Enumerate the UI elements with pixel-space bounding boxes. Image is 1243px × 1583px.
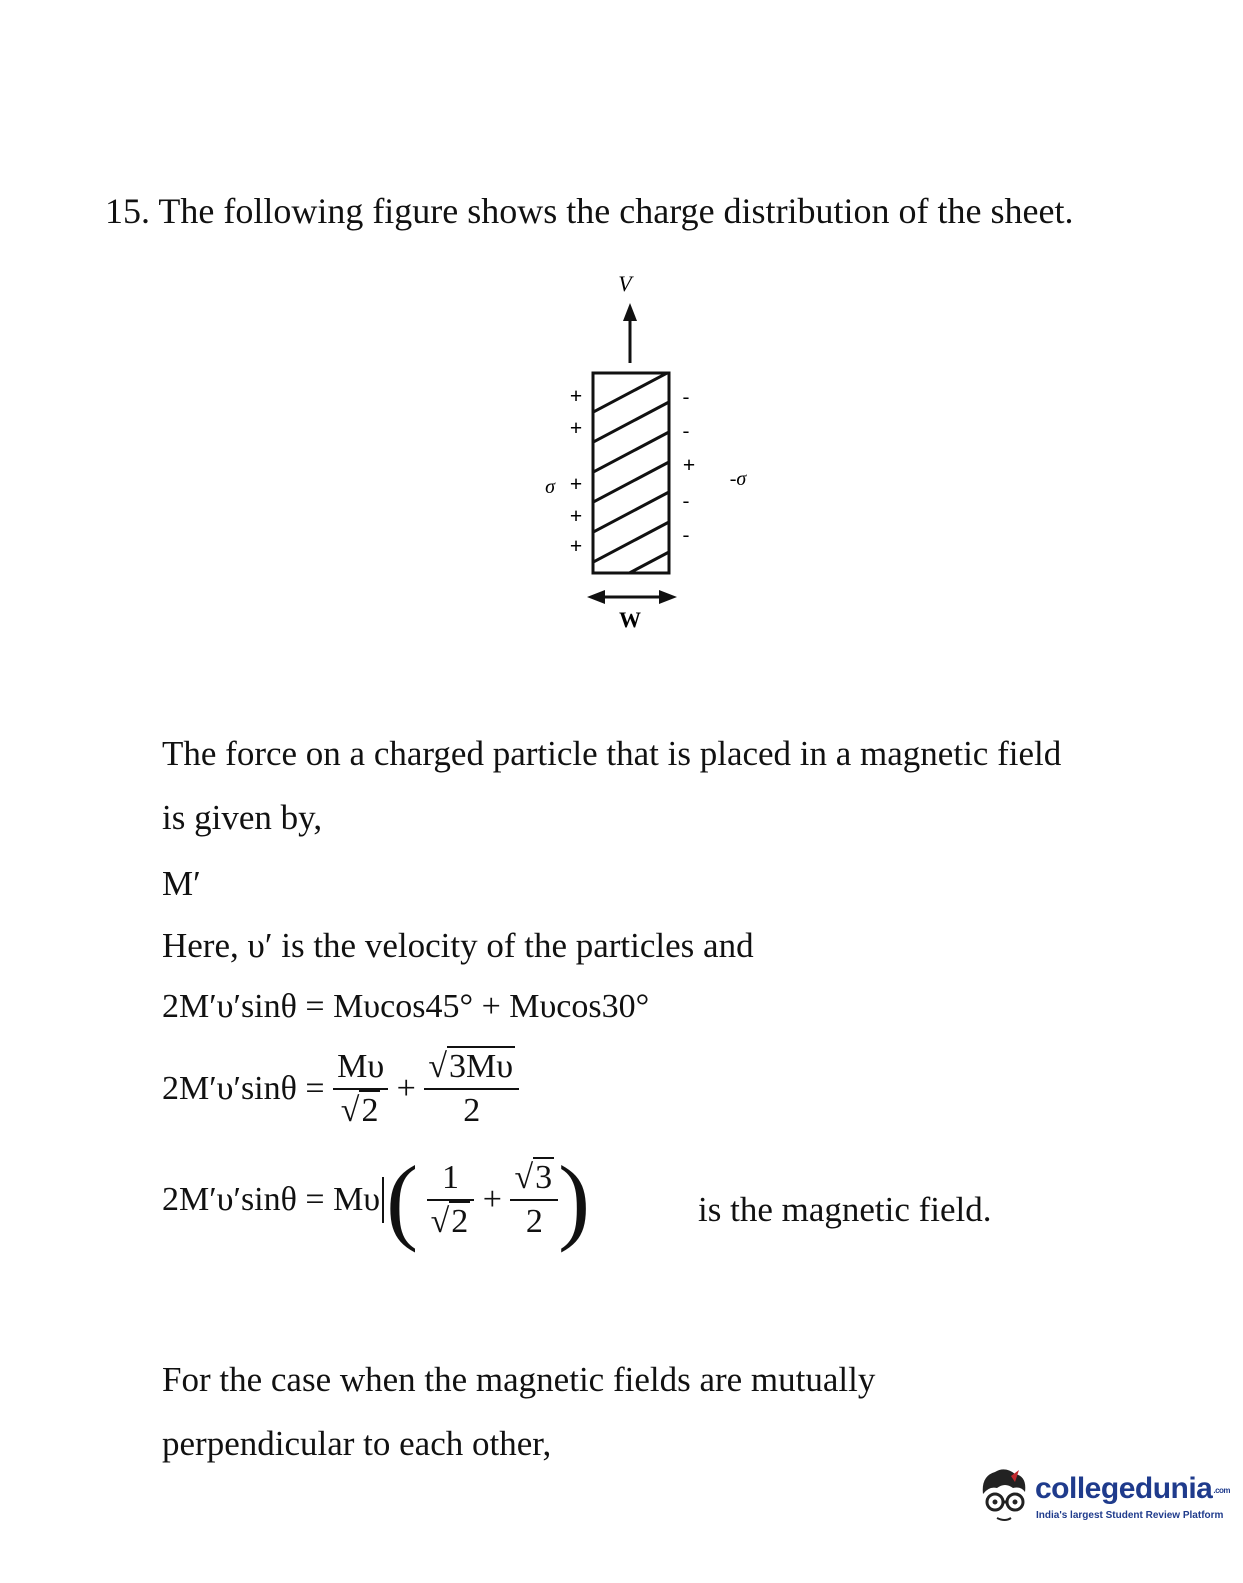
paragraph-line: Here, υ′ is the velocity of the particles and [162, 926, 754, 965]
bracket-bar [382, 1177, 384, 1223]
logo-name: collegedunia.com [1035, 1472, 1231, 1505]
charge-sheet-figure [520, 265, 780, 645]
equation-2 [162, 1048, 519, 1130]
plus-charge: + [569, 471, 583, 496]
plus-sign: + [482, 1181, 502, 1218]
numerator: 1 [427, 1159, 475, 1201]
logo-suffix: .com [1213, 1485, 1231, 1495]
equation-lhs: 2M′υ′sinθ = Mυ [162, 1181, 381, 1218]
left-paren: ( [386, 1146, 419, 1253]
denominator: √2 [430, 1203, 469, 1240]
question-text: The following figure shows the charge distribution of the sheet. [158, 191, 1074, 231]
minus-charge: - [682, 386, 690, 408]
width-arrowhead-left [587, 590, 605, 604]
question-title [105, 190, 1074, 232]
plus-charge: + [682, 452, 696, 477]
magnetic-field-note: is the magnetic field. [698, 1190, 992, 1229]
paragraph-line: perpendicular to each other, [162, 1424, 552, 1463]
collegedunia-mascot-icon [975, 1464, 1035, 1544]
width-arrowhead-right [659, 590, 677, 604]
width-label: W [619, 607, 641, 632]
plus-charge: + [569, 383, 583, 408]
fraction [427, 1159, 475, 1241]
fraction [510, 1159, 558, 1241]
equation-1: 2M′υ′sinθ = Mυcos45° + Mυcos30° [162, 988, 650, 1025]
fraction [333, 1048, 388, 1130]
right-paren: ) [558, 1146, 591, 1253]
logo-tagline: India's largest Student Review Platform [1036, 1510, 1224, 1521]
equation-lhs: 2M′υ′sinθ = [162, 1070, 325, 1107]
plus-sign: + [396, 1070, 416, 1107]
equation-3 [162, 1146, 591, 1253]
paragraph-line: is given by, [162, 798, 323, 837]
minus-charge: - [682, 524, 690, 546]
fraction [424, 1048, 519, 1130]
minus-charge: - [682, 490, 690, 512]
paragraph-line: For the case when the magnetic fields are mutually [162, 1360, 876, 1399]
minus-charge: - [682, 420, 690, 442]
numerator: √3Mυ [424, 1048, 519, 1090]
question-number: 15. [105, 191, 150, 231]
paragraph-line: The force on a charged particle that is placed in a magnetic field [162, 734, 1062, 773]
numerator: Mυ [333, 1048, 388, 1090]
denominator: 2 [463, 1092, 481, 1129]
plus-charge: + [569, 415, 583, 440]
numerator: √3 [510, 1159, 558, 1201]
plus-charge: + [569, 503, 583, 528]
m-prime: M′ [162, 864, 201, 903]
velocity-arrowhead [623, 303, 637, 321]
plus-charge: + [569, 533, 583, 558]
minus-sigma-label: -σ [729, 468, 747, 490]
sigma-label: σ [545, 476, 555, 498]
velocity-label: V [618, 271, 632, 296]
denominator: 2 [525, 1203, 543, 1240]
denominator: √2 [340, 1092, 379, 1129]
